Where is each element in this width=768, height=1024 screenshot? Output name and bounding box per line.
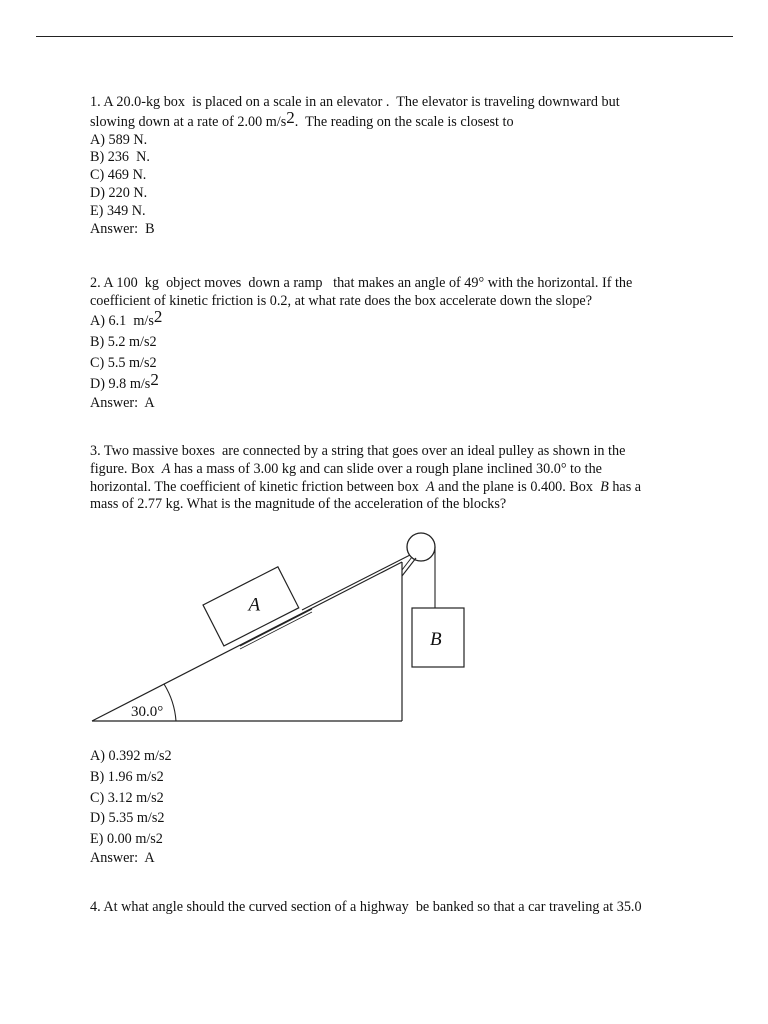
question-2-option-c-value: 5.5 m/s2 [107,354,157,371]
question-3-line-3-start: horizontal. The coefficient of kinetic friction between box [90,478,426,495]
question-3 [90,443,641,514]
question-3-option-b: B) 1.96 m/s2 [90,768,164,785]
question-1-text-line-1: 1. A 20.0-kg box is placed on a scale in an elevator . The elevator is traveling downward but [90,94,620,110]
question-3-text-line-3 [90,479,641,497]
angle-label: 30.0° [131,704,164,720]
question-3-line-3-end: has a [608,478,642,495]
question-2-option-c-prefix: C) [90,354,108,371]
angle-arc [164,684,176,721]
question-2-option-a-value: 6.1 m/s [108,312,154,329]
question-2-option-b [90,332,632,353]
question-3-option-c: C) 3.12 m/s2 [90,789,164,806]
question-1-option-b: B) 236 N. [90,149,150,166]
question-2-option-a-exponent: 2 [153,306,163,326]
question-2-option-a [90,306,632,332]
question-3-box-a-ref-2: A [425,478,435,495]
question-2-text-line-2: coefficient of kinetic friction is 0.2, at what rate does the box accelerate down the slope? [90,292,593,309]
question-2-text-line-1: 2. A 100 kg object moves down a ramp that makes an angle of 49° with the horizontal. If the [90,275,633,291]
question-3-line-2-end: has a mass of 3.00 kg and can slide over a rough plane inclined 30.0° to the [170,460,602,477]
question-2-option-d-value: 9.8 m/s [108,375,151,392]
incline-pulley-figure [90,530,470,730]
question-3-option-e: E) 0.00 m/s2 [90,831,163,848]
question-1-text-line-2-start: slowing down at a rate of 2.00 m/s [90,113,287,130]
question-3-options [90,746,172,868]
question-2 [90,275,632,412]
question-4-text-line-1: 4. At what angle should the curved section of a highway be banked so that a car traveling at 35.0 [90,899,642,915]
question-1-option-a: A) 589 N. [90,131,148,148]
question-3-line-3-mid: and the plane is 0.400. Box [434,478,601,495]
question-2-option-c [90,353,632,374]
question-3-text-line-2 [90,461,641,479]
question-1-answer: Answer: B [90,220,155,237]
box-b-label: B [430,629,442,650]
question-1-option-d: D) 220 N. [90,184,148,201]
question-1-exponent: 2 [286,107,295,127]
question-2-option-a-prefix: A) [90,312,109,329]
question-2-option-b-prefix: B) [90,333,108,350]
question-1-text-line-2-end: . The reading on the scale is closest to [294,113,514,130]
box-a-label: A [248,594,261,616]
question-2-answer: Answer: A [90,394,155,411]
question-3-option-d: D) 5.35 m/s2 [90,810,165,827]
question-2-option-d-prefix: D) [90,375,109,392]
pulley-support-2 [402,557,412,570]
header-rule [36,36,733,37]
question-2-option-d [90,369,632,395]
question-3-text-line-4: mass of 2.77 kg. What is the magnitude of the acceleration of the blocks? [90,496,507,513]
question-3-answer: Answer: A [90,849,155,866]
pulley [407,533,435,561]
string-incline [302,554,412,610]
question-1-option-c: C) 469 N. [90,167,147,184]
question-3-option-a: A) 0.392 m/s2 [90,748,172,764]
question-3-box-a-ref: A [161,460,171,477]
question-1-option-e: E) 349 N. [90,202,146,219]
question-2-option-d-exponent: 2 [150,369,159,389]
question-3-box-b-ref: B [600,478,609,495]
question-3-line-2-start: figure. Box [90,460,162,477]
question-2-option-b-value: 5.2 m/s2 [107,333,157,350]
question-4 [90,899,642,917]
question-3-text-line-1: 3. Two massive boxes are connected by a string that goes over an ideal pulley as shown in the [90,443,626,459]
question-1-text-line-2 [90,107,620,132]
question-1 [90,94,620,238]
